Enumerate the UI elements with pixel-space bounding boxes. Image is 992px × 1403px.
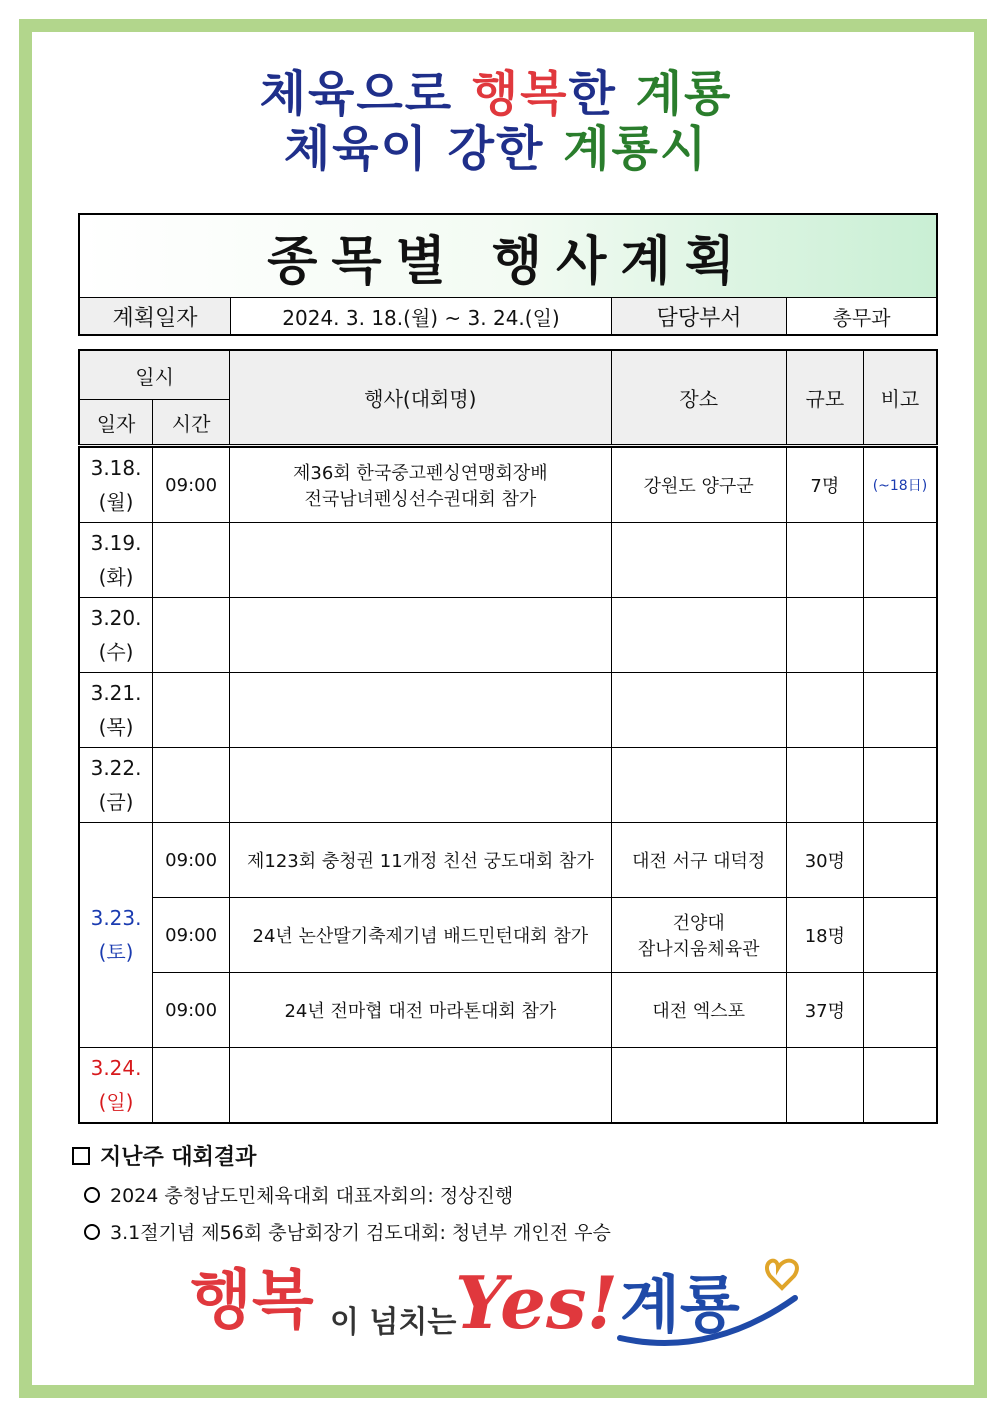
heart-icon (767, 1261, 797, 1288)
event-schedule-table (78, 349, 938, 1124)
slogan-segment: 계룡 (635, 66, 733, 122)
col-note: 비고 (863, 350, 937, 446)
time-cell (153, 523, 230, 598)
note-cell (863, 1048, 937, 1124)
result-item (84, 1181, 932, 1208)
table-row (79, 898, 937, 973)
place-cell: 대전 서구 대덕정 (611, 823, 786, 898)
note-cell (863, 898, 937, 973)
col-event: 행사(대회명) (230, 350, 611, 446)
circle-bullet-icon (84, 1187, 100, 1203)
svg-text:행복: 행복 (190, 1264, 314, 1338)
place-cell (611, 748, 786, 823)
place-cell (611, 673, 786, 748)
note-cell (863, 748, 937, 823)
event-cell (230, 1048, 611, 1124)
place-cell: 강원도 양구군 (611, 448, 786, 523)
note-cell (863, 973, 937, 1048)
scale-cell (786, 673, 863, 748)
svg-text:Yes!: Yes! (455, 1260, 619, 1345)
slogan-line-2 (0, 110, 992, 179)
table-row (79, 973, 937, 1048)
table-row (79, 1048, 937, 1124)
slogan-segment: 체육이 강한 (283, 121, 564, 177)
dept-value: 총무과 (787, 298, 938, 336)
note-cell: (~18日) (863, 448, 937, 523)
event-cell (230, 523, 611, 598)
page-title: 종목별 행사계획 (79, 214, 937, 298)
place-cell (611, 1048, 786, 1124)
table-row (79, 448, 937, 523)
note-cell (863, 823, 937, 898)
circle-bullet-icon (84, 1224, 100, 1240)
place-cell: 대전 엑스포 (611, 973, 786, 1048)
event-cell (230, 598, 611, 673)
scale-cell: 18명 (786, 898, 863, 973)
col-date: 일자 (79, 400, 153, 446)
checkbox-square-icon (72, 1147, 90, 1165)
slogan-segment: 체육으로 (259, 66, 472, 122)
table-row (79, 823, 937, 898)
time-cell: 09:00 (153, 973, 230, 1048)
scale-cell (786, 598, 863, 673)
happy-yes-gyeryong-logo (190, 1250, 810, 1350)
scale-cell: 37명 (786, 973, 863, 1048)
plan-header-table (78, 213, 938, 336)
scale-cell (786, 748, 863, 823)
col-datetime: 일시 (79, 350, 230, 400)
note-cell (863, 598, 937, 673)
table-row (79, 598, 937, 673)
slogan-segment: 한 (568, 66, 636, 122)
result-item-text: 2024 충청남도민체육대회 대표자회의: 정상진행 (110, 1185, 514, 1207)
time-cell (153, 598, 230, 673)
scale-cell (786, 523, 863, 598)
time-cell: 09:00 (153, 448, 230, 523)
note-cell (863, 523, 937, 598)
slogan-segment: 행복 (471, 66, 569, 122)
event-cell: 제123회 충청권 11개정 친선 궁도대회 참가 (230, 823, 611, 898)
table-row (79, 673, 937, 748)
time-cell: 09:00 (153, 898, 230, 973)
date-cell: 3.23. (토) (79, 823, 153, 1048)
svg-text:이 넘치는: 이 넘치는 (330, 1305, 457, 1340)
scale-cell: 30명 (786, 823, 863, 898)
col-time: 시간 (153, 400, 230, 446)
event-cell: 제36회 한국중고펜싱연맹회장배 전국남녀펜싱선수권대회 참가 (230, 448, 611, 523)
date-cell: 3.19. (화) (79, 523, 153, 598)
place-cell (611, 523, 786, 598)
col-place: 장소 (611, 350, 786, 446)
event-cell: 24년 전마협 대전 마라톤대회 참가 (230, 973, 611, 1048)
time-cell (153, 673, 230, 748)
table-row (79, 523, 937, 598)
date-cell: 3.22. (금) (79, 748, 153, 823)
table-row (79, 748, 937, 823)
scale-cell (786, 1048, 863, 1124)
place-cell: 건양대 잠나지움체육관 (611, 898, 786, 973)
plan-date-label: 계획일자 (79, 298, 231, 336)
svg-text:계룡: 계룡 (620, 1268, 740, 1341)
date-cell: 3.20. (수) (79, 598, 153, 673)
results-title: 지난주 대회결과 (100, 1145, 257, 1170)
time-cell: 09:00 (153, 823, 230, 898)
logo-graphic (190, 1250, 810, 1350)
date-cell: 3.18. (월) (79, 448, 153, 523)
date-cell: 3.21. (목) (79, 673, 153, 748)
event-cell: 24년 논산딸기축제기념 배드민턴대회 참가 (230, 898, 611, 973)
scale-cell: 7명 (786, 448, 863, 523)
result-item (84, 1218, 932, 1245)
note-cell (863, 673, 937, 748)
plan-date-value: 2024. 3. 18.(월) ~ 3. 24.(일) (231, 298, 612, 336)
event-cell (230, 673, 611, 748)
result-item-text: 3.1절기념 제56회 충남회장기 검도대회: 청년부 개인전 우승 (110, 1222, 611, 1244)
dept-label: 담당부서 (612, 298, 787, 336)
slogan-segment: 계룡시 (563, 121, 709, 177)
time-cell (153, 748, 230, 823)
results-heading (72, 1140, 932, 1171)
col-scale: 규모 (786, 350, 863, 446)
time-cell (153, 1048, 230, 1124)
last-week-results (72, 1140, 932, 1245)
place-cell (611, 598, 786, 673)
date-cell: 3.24. (일) (79, 1048, 153, 1124)
event-cell (230, 748, 611, 823)
